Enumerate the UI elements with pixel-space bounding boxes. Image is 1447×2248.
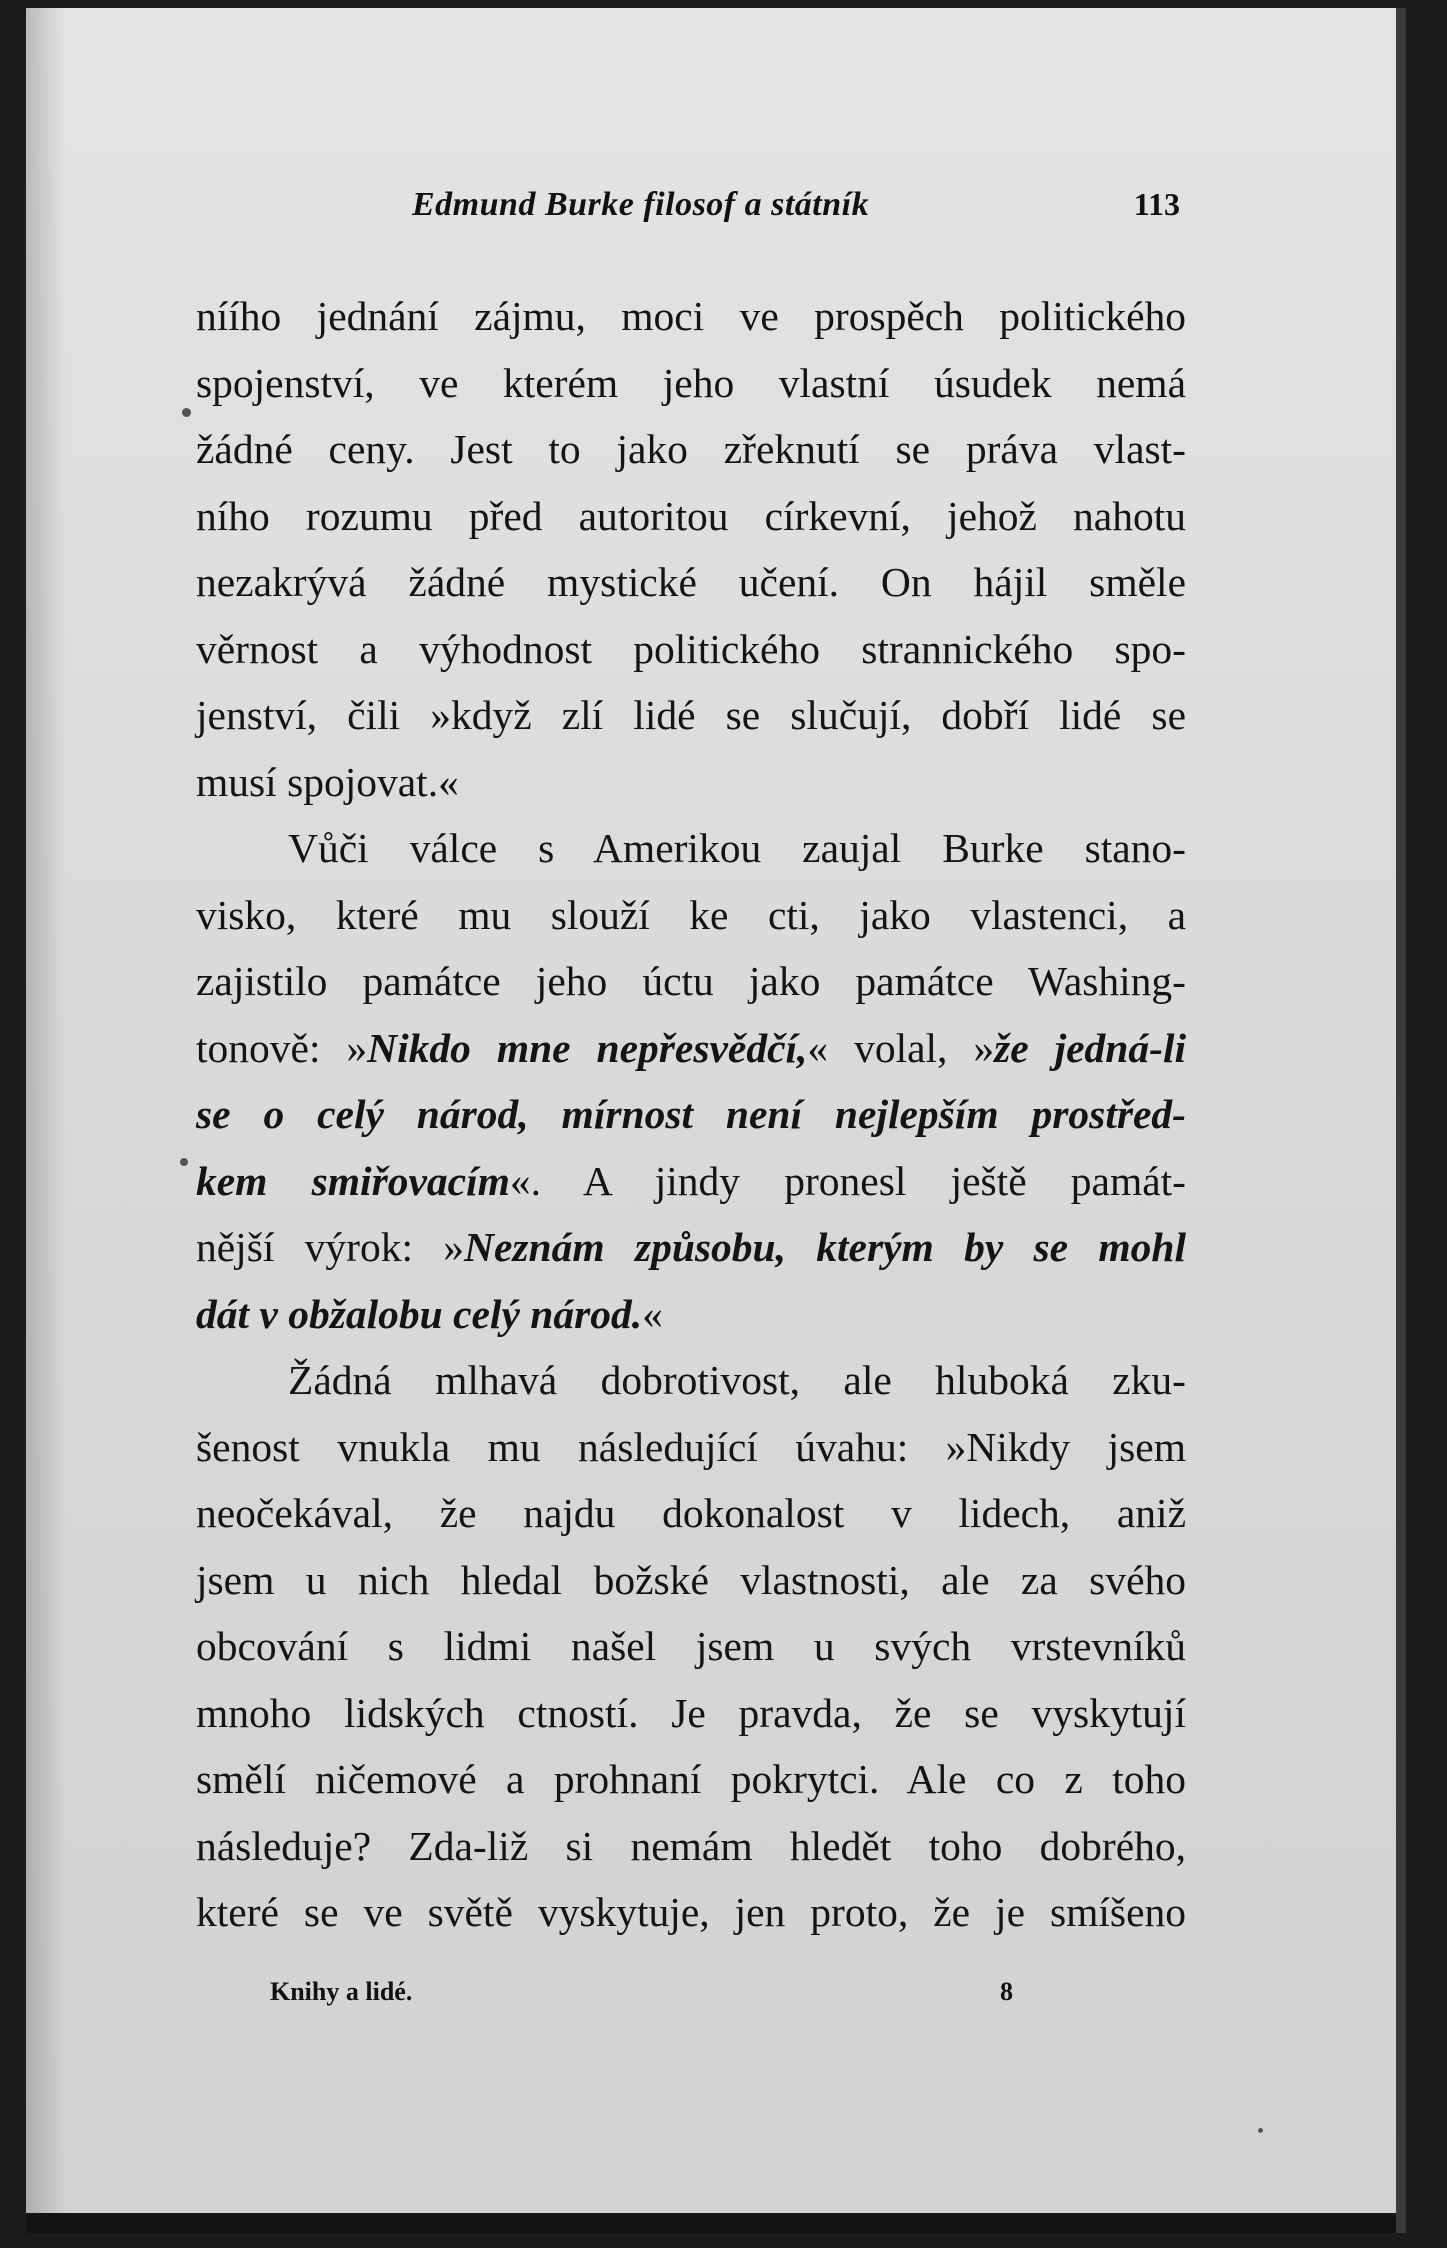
text-run: musí spojovat.« <box>196 758 459 805</box>
text-run: věrnost a výhodnost politického strannického spo- <box>196 625 1186 672</box>
text-line <box>196 1081 1186 1148</box>
text-line <box>196 616 1186 683</box>
text-run: zajistilo památce jeho úctu jako památce Washing- <box>196 958 1186 1004</box>
text-line <box>196 682 1186 749</box>
text-run: nezakrývá žádné mystické učení. On hájil směle <box>196 559 1186 605</box>
text-line <box>196 350 1186 417</box>
text-line <box>196 1347 1186 1414</box>
text-run: jsem u nich hledal božské vlastnosti, ale za svého <box>196 1556 1186 1603</box>
text-run: následuje? Zda-liž si nemám hledět toho dobrého, <box>196 1822 1186 1869</box>
text-line <box>196 749 1186 816</box>
printer-signature: Knihy a lidé. <box>270 1977 413 2006</box>
italic-quote: se o celý národ, mírnost není nejlepším prostřed- <box>196 1091 1186 1137</box>
text-line <box>196 1015 1186 1082</box>
italic-quote: dát v obžalobu celý národ. <box>196 1290 643 1337</box>
text-line <box>196 1414 1186 1481</box>
italic-quote: Neznám způsobu, kterým by se mohl <box>464 1224 1186 1270</box>
text-run: «. A jindy pronesl ještě památ- <box>509 1157 1187 1204</box>
text-line <box>196 1813 1186 1880</box>
page-bottom-edge <box>26 2213 1396 2233</box>
text-line <box>196 1547 1186 1614</box>
text-run: které se ve světě vyskytuje, jen proto, že je smíšeno <box>196 1889 1186 1935</box>
body-text <box>196 283 1186 1946</box>
text-run: neočekával, že najdu dokonalost v lidech, aniž <box>196 1490 1186 1536</box>
text-run: visko, které mu slouží ke cti, jako vlastenci, a <box>196 891 1186 938</box>
text-run: « volal, » <box>807 1024 995 1071</box>
text-line <box>196 1281 1186 1348</box>
text-run: níího jednání zájmu, moci ve prospěch politického <box>196 293 1186 339</box>
text-run: Žádná mlhavá dobrotivost, ale hluboká zku- <box>288 1357 1186 1403</box>
text-line <box>196 1680 1186 1747</box>
text-run: ního rozumu před autoritou církevní, jehož nahotu <box>196 492 1186 539</box>
scan-speck <box>182 408 191 417</box>
text-run: Vůči válce s Amerikou zaujal Burke stano- <box>288 825 1186 871</box>
text-line <box>196 416 1186 483</box>
text-run: mnoho lidských ctností. Je pravda, že se vyskytují <box>196 1689 1186 1736</box>
text-line <box>196 283 1186 350</box>
italic-quote: Nikdo mne nepřesvědčí, <box>367 1024 808 1071</box>
text-run: jenství, čili »když zlí lidé se slučují, dobří lidé se <box>196 692 1186 738</box>
text-run: tonově: » <box>196 1024 368 1071</box>
italic-quote: že jedná-li <box>994 1024 1187 1071</box>
text-line <box>196 1879 1186 1946</box>
scan-speck <box>1258 2128 1263 2133</box>
text-line <box>196 1480 1186 1547</box>
page-header <box>390 186 1180 236</box>
text-line <box>196 1148 1186 1215</box>
text-line <box>196 1613 1186 1680</box>
text-run: « <box>642 1290 663 1337</box>
text-line <box>196 882 1186 949</box>
text-run: nější výrok: » <box>196 1224 465 1270</box>
text-line <box>196 1214 1186 1281</box>
running-title: Edmund Burke filosof a státník <box>412 186 870 223</box>
text-line <box>196 549 1186 616</box>
sheet-number: 8 <box>1000 1977 1013 2006</box>
text-run: smělí ničemové a prohnaní pokrytci. Ale co z toho <box>196 1756 1186 1802</box>
text-run: šenost vnukla mu následující úvahu: »Nikdy jsem <box>196 1423 1186 1470</box>
text-run: žádné ceny. Jest to jako zřeknutí se práva vlast- <box>196 426 1186 472</box>
italic-quote: kem smiřovacím <box>196 1157 510 1204</box>
text-line <box>196 483 1186 550</box>
text-line <box>196 1746 1186 1813</box>
page-number: 113 <box>1133 186 1180 222</box>
scan-speck <box>180 1158 188 1166</box>
text-line <box>196 948 1186 1015</box>
spine-shadow <box>26 8 66 2233</box>
text-run: spojenství, ve kterém jeho vlastní úsudek nemá <box>196 359 1186 406</box>
text-run: obcování s lidmi našel jsem u svých vrstevníků <box>196 1623 1186 1669</box>
page-footer <box>270 1977 1020 2017</box>
text-line <box>196 815 1186 882</box>
